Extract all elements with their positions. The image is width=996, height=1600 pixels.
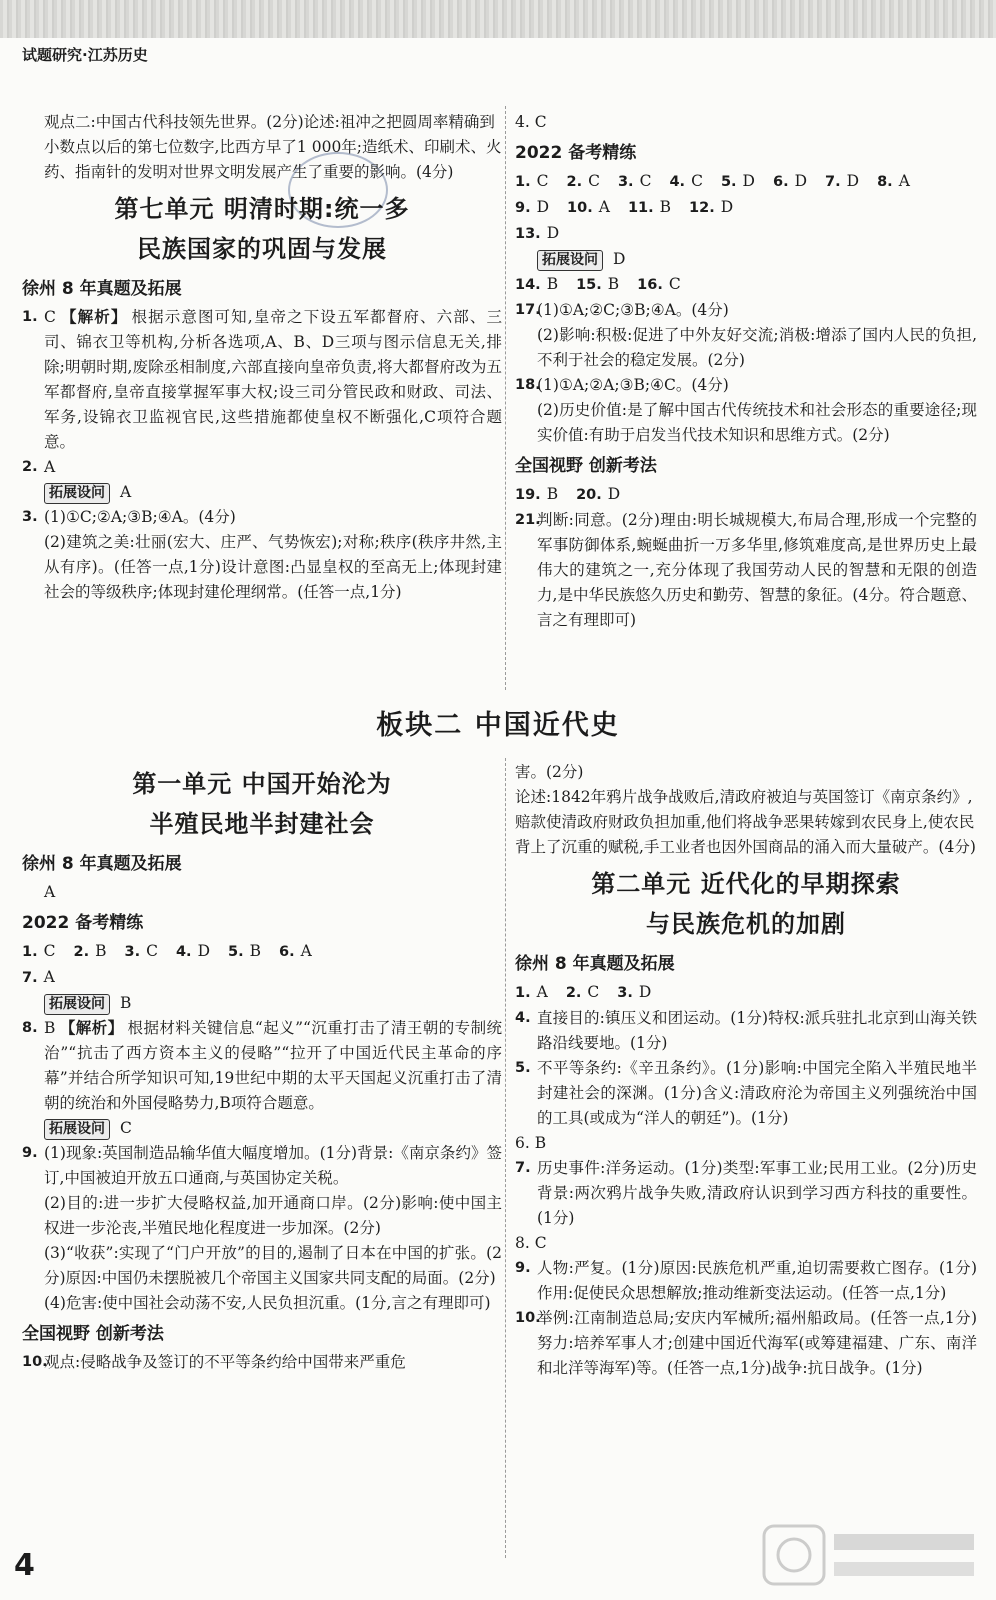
extension-row [22, 991, 502, 1016]
question-item [515, 508, 977, 633]
top-texture-band [0, 0, 996, 38]
unit-title-line1: 第二单元 近代化的早期探索 [591, 870, 901, 898]
intro-paragraph: 观点二:中国古代科技领先世界。(2分)论述:祖冲之把圆周率精确到小数点以后的第七位数字,比西方早了1 000年;造纸术、印刷术、火药、指南针的发明对世界文明发展产生了重要的影响。(4分) [44, 113, 502, 181]
answer: C [587, 983, 600, 1001]
column-divider-top [505, 106, 506, 690]
question-number: 3. [617, 985, 633, 1001]
question-item [22, 455, 502, 480]
extension-answer: B [120, 994, 132, 1012]
question-item [22, 1141, 502, 1316]
question-number: 8. [877, 174, 893, 190]
extension-row [515, 247, 977, 272]
extension-answer: C [120, 1119, 132, 1137]
answer-row [515, 195, 977, 221]
extension-answer: A [120, 483, 132, 501]
column-divider-bottom [505, 758, 506, 1558]
answer: C [44, 308, 56, 326]
question-item [515, 373, 977, 448]
answer-part: (2)建筑之美:壮丽(宏大、庄严、气势恢宏);对称;秩序(秩序井然,主从有序)。(任答一点,1分)设计意图:凸显皇权的至高无上;体现封建社会的等级秩序;体现封建伦理纲常。(任答一点,1分) [44, 533, 502, 601]
answer-line: 6. B [515, 1134, 547, 1152]
answer-text: 观点:侵略战争及签订的不平等条约给中国带来严重危 [44, 1353, 406, 1371]
answer-row [515, 169, 977, 195]
right-column-top [515, 110, 977, 633]
answer: B [44, 1019, 56, 1037]
question-number: 7. [22, 970, 38, 986]
section-heading: 徐州 8 年真题及拓展 [22, 279, 182, 299]
answer: A [44, 458, 56, 476]
answer: C [146, 942, 158, 960]
answer: D [846, 172, 860, 190]
question-number: 1. [22, 944, 38, 960]
answer-part: (3)“收获”:实现了“门户开放”的目的,遏制了日本在中国的扩张。(2分)原因:中国仍未摆脱被几个帝国主义国家共同支配的局面。(2分) [44, 1244, 502, 1287]
answer: D [536, 198, 550, 216]
question-number: 14. [515, 277, 541, 293]
answer: C [43, 942, 56, 960]
section-heading: 徐州 8 年真题及拓展 [515, 954, 675, 974]
answer: C [639, 172, 652, 190]
left-column-bottom [22, 760, 502, 1375]
answer: D [546, 224, 560, 242]
continued-text: 害。(2分) [515, 763, 584, 781]
question-number: 2. [22, 459, 38, 475]
answer-part: (1)①A;②C;③B;④A。(4分) [537, 301, 729, 319]
question-number: 13. [515, 226, 541, 242]
extension-answer: D [613, 250, 626, 268]
answer-text: 人物:严复。(1分)原因:民族危机严重,迫切需要救亡图存。(1分)作用:促使民众思想解放;推动维新变法运动。(任答一点,1分) [537, 1259, 977, 1302]
answer: A [300, 942, 312, 960]
question-number: 3. [617, 174, 634, 190]
answer: C [536, 172, 549, 190]
analysis-label: 【解析】 [59, 1019, 124, 1037]
question-number: 2. [73, 944, 90, 960]
answer-text: 直接目的:镇压义和团运动。(1分)特权:派兵驻扎北京到山海关铁路沿线要地。(1分) [537, 1009, 977, 1052]
page-number: 4 [14, 1548, 35, 1583]
question-number: 1. [515, 985, 531, 1001]
answer-row [22, 965, 502, 991]
answer: D [638, 983, 652, 1001]
block-title: 板块二 中国近代史 [376, 710, 620, 741]
question-number: 9. [515, 200, 531, 216]
question-number: 3. [124, 944, 141, 960]
answer: B [546, 485, 559, 503]
question-item [515, 1306, 977, 1381]
section-heading: 2022 备考精练 [515, 143, 637, 163]
answer: B [607, 275, 620, 293]
watermark-logo [760, 1520, 985, 1590]
answer-row [22, 939, 502, 965]
question-number: 6. [772, 174, 789, 190]
question-item [515, 1156, 977, 1231]
answer: D [720, 198, 734, 216]
question-number: 6. [279, 944, 295, 960]
right-column-bottom [515, 760, 977, 1381]
question-number: 20. [576, 487, 602, 503]
answer: B [546, 275, 559, 293]
answer-row [515, 482, 977, 508]
answer: B [659, 198, 672, 216]
answer-row [515, 221, 977, 247]
section-heading: 徐州 8 年真题及拓展 [22, 854, 182, 874]
question-number: 4. [515, 1010, 531, 1026]
unit-title-line2: 民族国家的巩固与发展 [137, 235, 387, 263]
unit-title-line2: 与民族危机的加剧 [646, 910, 846, 938]
section-heading: 2022 备考精练 [22, 913, 144, 933]
analysis-text: 根据材料关键信息“起义”“沉重打击了清王朝的专制统治”“抗击了西方资本主义的侵略”“拉开了中国近代民主革命的序幕”并结合所学知识可知,19世纪中期的太平天国起义沉重打击了清朝的统治和外国侵略势力,B项符合题意。 [44, 1019, 502, 1112]
question-item [515, 1256, 977, 1306]
question-number: 12. [689, 200, 715, 216]
answer: A [598, 198, 610, 216]
answer: B [95, 942, 107, 960]
answer-part: (2)历史价值:是了解中国古代传统技术和社会形态的重要途径;现实价值:有助于启发当代技术知识和思维方式。(2分) [537, 401, 977, 444]
answer: A [536, 983, 548, 1001]
section-heading: 全国视野 创新考法 [22, 1324, 164, 1344]
answer-part: (1)①A;②A;③B;④C。(4分) [537, 376, 729, 394]
question-number: 2. [565, 985, 582, 1001]
unit-title-line2: 半殖民地半封建社会 [149, 810, 375, 838]
answer-row [515, 272, 977, 298]
section-heading: 全国视野 创新考法 [515, 456, 657, 476]
question-number: 17. [515, 302, 541, 318]
answer: A [43, 968, 55, 986]
question-number: 10. [515, 1310, 541, 1326]
question-number: 2. [566, 174, 583, 190]
answer-text: 判断:同意。(2分)理由:明长城规模大,布局合理,形成一个完整的军事防御体系,蜿蜒曲折一万多华里,修筑难度高,是世界历史上最伟大的建筑之一,充分体现了我国劳动人民的智慧和无限的创造力,是中华民族悠久历史和勤劳、智慧的象征。(4分。符合题意、言之有理即可) [537, 511, 977, 629]
question-number: 5. [720, 174, 737, 190]
answer: C [588, 172, 600, 190]
answer: D [742, 172, 755, 190]
answer: C [691, 172, 703, 190]
question-number: 7. [515, 1160, 531, 1176]
unit-title-line1: 第七单元 明清时期:统一多 [114, 195, 410, 223]
left-column-top [22, 110, 502, 605]
answer-text: 历史事件:洋务运动。(1分)类型:军事工业;民用工业。(2分)历史背景:两次鸦片战争失败,清政府认识到学习西方科技的重要性。(1分) [537, 1159, 977, 1227]
answer: D [197, 942, 211, 960]
question-number: 9. [515, 1260, 531, 1276]
answer-text: 举例:江南制造总局;安庆内军械所;福州船政局。(任答一点,1分)努力:培养军事人才;创建中国近代海军(或筹建福建、广东、南洋和北洋等海军)等。(任答一点,1分)战争:抗日战争。(1分) [537, 1309, 977, 1377]
continued-text: 论述:1842年鸦片战争战败后,清政府被迫与英国签订《南京条约》,赔款使清政府财政负担加重,他们将战争恶果转嫁到农民身上,使农民背上了沉重的赋税,手工业者也因外国商品的涌入而大量破产。(4分) [515, 788, 976, 856]
answer-part: (2)影响:积极:促进了中外友好交流;消极:增添了国内人民的负担,不利于社会的稳定发展。(2分) [537, 326, 977, 369]
answer: D [794, 172, 808, 190]
question-number: 7. [825, 174, 841, 190]
answer: B [249, 942, 262, 960]
analysis-text: 根据示意图可知,皇帝之下设五军都督府、六部、三司、锦衣卫等机构,分析各选项,A、B、D三项与图示信息无关,排除;明朝时期,废除丞相制度,六部直接向皇帝负责,将大都督府改为五军都督府,皇帝直接掌握军事大权;设三司分管民政和财政、司法、军务,设锦衣卫监视官民,这些措施都使皇权不断强化,C项符合题意。 [44, 308, 502, 451]
answer-line: 4. C [515, 113, 547, 131]
unit-title-2 [515, 864, 977, 944]
analysis-label: 【解析】 [59, 308, 128, 326]
question-item [22, 505, 502, 605]
unit-title-1 [22, 764, 502, 844]
question-number: 4. [175, 944, 192, 960]
extension-tag: 拓展设问 [44, 1119, 110, 1140]
question-number: 10. [567, 200, 593, 216]
question-item [515, 298, 977, 373]
answer: D [607, 485, 621, 503]
extension-tag: 拓展设问 [537, 250, 603, 271]
extension-tag: 拓展设问 [44, 994, 110, 1015]
extension-row [22, 480, 502, 505]
answer-line: 8. C [515, 1234, 547, 1252]
question-item [515, 1056, 977, 1131]
answer-part: (4)危害:使中国社会动荡不安,人民负担沉重。(1分,言之有理即可) [44, 1294, 491, 1312]
extension-tag: 拓展设问 [44, 483, 110, 504]
question-item [22, 305, 502, 455]
unit-title-line1: 第一单元 中国开始沦为 [132, 770, 392, 798]
question-number: 21. [515, 512, 541, 528]
question-item [515, 1006, 977, 1056]
answer-part: (1)现象:英国制造品输华值大幅度增加。(1分)背景:《南京条约》签订,中国被迫开放五口通商,与英国协定关税。 [44, 1144, 502, 1187]
question-number: 5. [228, 944, 244, 960]
answer: A [898, 172, 910, 190]
unit-title-7 [22, 189, 502, 269]
answer-part: (2)目的:进一步扩大侵略权益,加开通商口岸。(2分)影响:使中国主权进一步沦丧,半殖民地化程度进一步加深。(2分) [44, 1194, 502, 1237]
answer-part: (1)①C;②A;③B;④A。(4分) [44, 508, 236, 526]
question-item [22, 1016, 502, 1116]
question-number: 5. [515, 1060, 531, 1076]
question-number: 19. [515, 487, 541, 503]
question-number: 9. [22, 1145, 38, 1161]
question-number: 8. [22, 1020, 38, 1036]
question-number: 10. [22, 1354, 48, 1370]
question-number: 15. [576, 277, 602, 293]
running-head: 试题研究·江苏历史 [22, 46, 148, 64]
question-number: 18. [515, 377, 541, 393]
question-number: 11. [627, 200, 654, 216]
answer-line: A [44, 883, 56, 901]
extension-row [22, 1116, 502, 1141]
question-number: 4. [669, 174, 686, 190]
question-number: 3. [22, 509, 38, 525]
answer-row [515, 980, 977, 1006]
answer-text: 不平等条约:《辛丑条约》。(1分)影响:中国完全陷入半殖民地半封建社会的深渊。(1分)含义:清政府沦为帝国主义列强统治中国的工具(或成为“洋人的朝廷”)。(1分) [537, 1059, 977, 1127]
question-number: 1. [22, 309, 38, 325]
answer: C [668, 275, 681, 293]
question-item [22, 1350, 502, 1375]
question-number: 1. [515, 174, 531, 190]
question-number: 16. [637, 277, 663, 293]
